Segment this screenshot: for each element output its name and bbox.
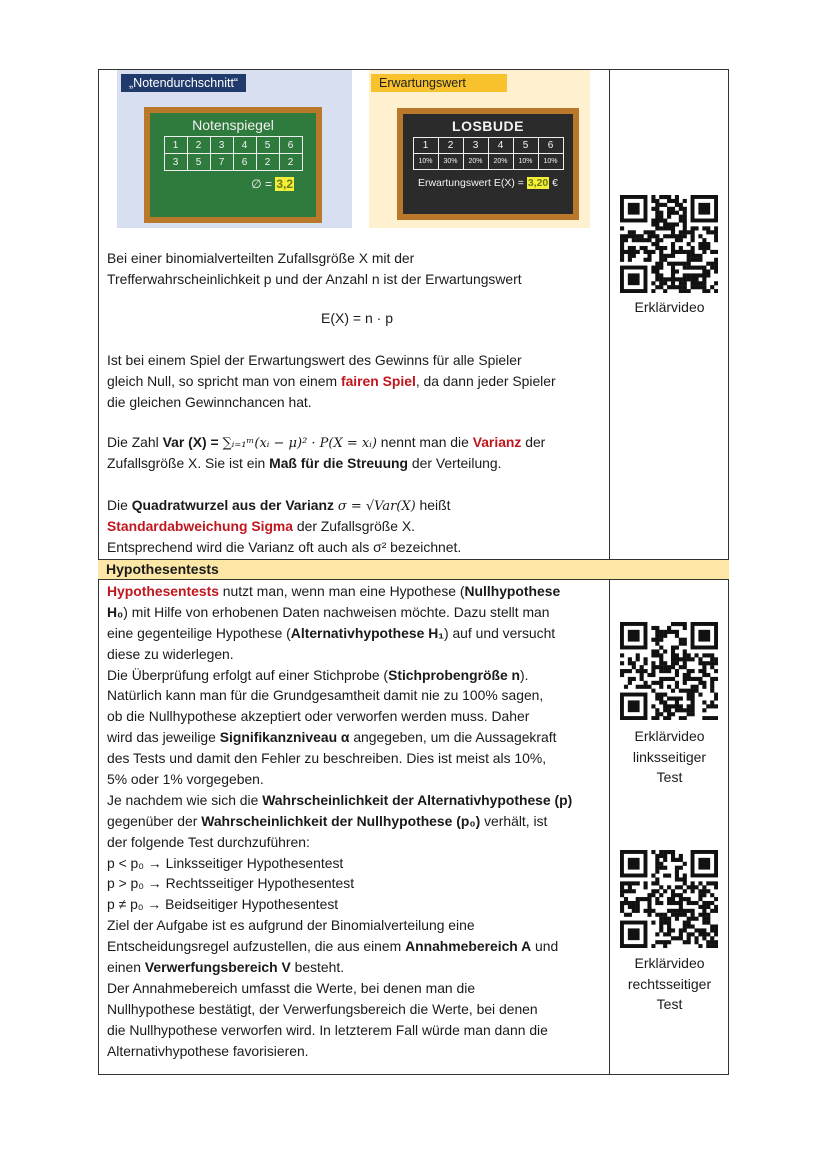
text-line bbox=[107, 978, 572, 999]
text-line bbox=[107, 832, 572, 853]
text-line bbox=[107, 936, 572, 957]
table-cell: 3 bbox=[164, 154, 187, 171]
text-segment: p > p₀ → Rechtsseitiger Hypothesentest bbox=[107, 875, 355, 892]
table-cell: 6 bbox=[233, 154, 256, 171]
table-cell: 4 bbox=[488, 138, 513, 154]
text-segment: des Tests und damit den Fehler zu beschreiben. Dies ist meist als 10%, bbox=[107, 750, 547, 767]
text-segment: Trefferwahrscheinlichkeit p und der Anzahl n ist der Erwartungswert bbox=[107, 271, 522, 287]
board-title: LOSBUDE bbox=[452, 118, 524, 134]
bold-term: Wahrscheinlichkeit der Nullhypothese (p₀) bbox=[201, 812, 481, 829]
text-segment: p < p₀ → Linksseitiger Hypothesentest bbox=[107, 854, 344, 871]
text-segment: der folgende Test durchzuführen: bbox=[107, 833, 310, 850]
paragraph-hypothesis-tests bbox=[107, 581, 572, 1061]
text-line bbox=[107, 748, 572, 769]
caption-line: Erklärvideo bbox=[634, 955, 705, 971]
text-segment: heißt bbox=[415, 497, 451, 513]
text-segment: ob die Nullhypothese akzeptiert oder verworfen werden muss. Daher bbox=[107, 708, 530, 725]
formula-expected-value: E(X) = n · p bbox=[321, 310, 393, 326]
text-segment: besteht. bbox=[290, 959, 345, 976]
text-line bbox=[107, 790, 572, 811]
text-segment: und bbox=[531, 938, 559, 955]
expected-value-result bbox=[403, 177, 573, 189]
text-line bbox=[107, 873, 572, 894]
table-cell: 3 bbox=[463, 138, 488, 154]
table-cell: 2 bbox=[256, 154, 279, 171]
highlight-term: fairen Spiel bbox=[340, 373, 416, 389]
text-segment: Entscheidungsregel aufzustellen, die aus einem bbox=[107, 938, 406, 955]
text-line bbox=[107, 811, 572, 832]
text-line bbox=[107, 915, 572, 936]
losbude-table bbox=[413, 137, 564, 170]
table-cell: 20% bbox=[463, 154, 488, 170]
bold-term: Quadratwurzel aus der Varianz bbox=[131, 497, 338, 513]
text-segment: Die Zahl bbox=[107, 434, 163, 450]
text-segment: nutzt man, wenn man eine Hypothese ( bbox=[218, 583, 465, 599]
text-segment: einen bbox=[107, 959, 145, 976]
caption-line: rechtsseitiger bbox=[627, 975, 712, 992]
text-segment: der Verteilung. bbox=[408, 455, 502, 471]
table-cell: 2 bbox=[187, 137, 210, 154]
caption-line: Test bbox=[656, 769, 683, 785]
text-segment: ) auf und versucht bbox=[443, 624, 556, 641]
caption-line: Test bbox=[656, 996, 683, 1012]
text-segment: Ziel der Aufgabe ist es aufgrund der Binomialverteilung eine bbox=[107, 917, 475, 934]
average-symbol: ∅ = bbox=[251, 177, 272, 191]
erwartungswert-tag: Erwartungswert bbox=[371, 74, 507, 92]
table-cell: 10% bbox=[413, 154, 438, 170]
erwartungswert-image bbox=[369, 70, 590, 228]
table-cell: 10% bbox=[513, 154, 538, 170]
text-segment: Ist bei einem Spiel der Erwartungswert des Gewinns für alle Spieler bbox=[107, 352, 522, 368]
text-line bbox=[107, 853, 572, 874]
text-segment: der bbox=[521, 434, 546, 450]
grade-table bbox=[164, 136, 303, 171]
table-cell: 20% bbox=[488, 154, 513, 170]
text-line bbox=[107, 453, 545, 474]
qr-caption-video1 bbox=[610, 297, 729, 318]
text-segment: Der Annahmebereich umfasst die Werte, bei denen man die bbox=[107, 979, 476, 996]
table-cell: 4 bbox=[233, 137, 256, 154]
text-segment: , da dann jeder Spieler bbox=[415, 373, 556, 389]
text-line bbox=[107, 269, 522, 290]
text-segment: nennt man die bbox=[376, 434, 473, 450]
bold-term: Alternativhypothese H₁ bbox=[290, 624, 444, 641]
table-cell: 6 bbox=[538, 138, 563, 154]
qr-code-icon[interactable] bbox=[620, 622, 718, 720]
paragraph-binomial bbox=[107, 248, 522, 290]
result-value: 3,20 bbox=[527, 177, 549, 189]
qr-caption-video2 bbox=[610, 726, 729, 788]
text-segment: eine gegenteilige Hypothese ( bbox=[107, 624, 291, 641]
text-line bbox=[107, 516, 461, 537]
bold-term: H₀ bbox=[107, 603, 124, 620]
text-segment: ). bbox=[520, 666, 529, 683]
table-cell: 6 bbox=[279, 137, 302, 154]
text-segment: Je nachdem wie sich die bbox=[107, 791, 263, 808]
highlight-term: Standardabweichung Sigma bbox=[107, 518, 294, 534]
result-label: Erwartungswert E(X) = bbox=[417, 177, 524, 189]
average-result bbox=[150, 177, 316, 191]
text-segment: Die bbox=[107, 497, 132, 513]
text-line bbox=[107, 602, 572, 623]
table-cell: 5 bbox=[187, 154, 210, 171]
math-formula: σ = √Var(X) bbox=[337, 499, 416, 514]
text-segment: Bei einer binomialverteilten Zufallsgröße X mit der bbox=[107, 250, 415, 266]
text-segment: Zufallsgröße X. Sie ist ein bbox=[107, 455, 270, 471]
text-line bbox=[107, 432, 545, 453]
text-segment: der Zufallsgröße X. bbox=[293, 518, 415, 534]
text-segment: diese zu widerlegen. bbox=[107, 645, 234, 662]
bold-term: Annahmebereich A bbox=[405, 938, 532, 955]
highlight-term: Hypothesentests bbox=[107, 583, 219, 599]
text-line bbox=[107, 706, 572, 727]
table-cell: 7 bbox=[210, 154, 233, 171]
text-segment: Die Überprüfung erfolgt auf einer Stichprobe ( bbox=[107, 666, 389, 683]
currency: € bbox=[552, 177, 559, 189]
text-line bbox=[107, 644, 572, 665]
text-line bbox=[107, 392, 556, 413]
bold-term: Verwerfungsbereich V bbox=[144, 959, 291, 976]
bold-term: Stichprobengröße n bbox=[388, 666, 521, 683]
notendurchschnitt-image bbox=[117, 70, 352, 228]
text-line bbox=[107, 537, 461, 558]
text-segment: Nullhypothese bestätigt, der Verwerfungsbereich die Werte, bei denen bbox=[107, 1000, 538, 1017]
text-line bbox=[107, 581, 572, 602]
text-line bbox=[107, 371, 556, 392]
text-line bbox=[107, 894, 572, 915]
text-line bbox=[107, 665, 572, 686]
table-cell: 2 bbox=[279, 154, 302, 171]
math-formula: ∑ᵢ₌₁ᵐ(xᵢ − μ)² · P(X = xᵢ) bbox=[222, 436, 377, 451]
text-segment: gleich Null, so spricht man von einem bbox=[107, 373, 341, 389]
paragraph-std-deviation bbox=[107, 495, 461, 558]
bold-term: Wahrscheinlichkeit der Alternativhypothese (p) bbox=[262, 791, 573, 808]
table-cell: 2 bbox=[438, 138, 463, 154]
caption-line: Erklärvideo bbox=[634, 299, 705, 315]
qr-code-icon[interactable] bbox=[620, 195, 718, 293]
text-segment: die Nullhypothese verworfen wird. In letzterem Fall würde man dann die bbox=[107, 1021, 548, 1038]
qr-code-icon[interactable] bbox=[620, 850, 718, 948]
highlight-term: Varianz bbox=[472, 434, 522, 450]
bold-term: Var (X) = bbox=[162, 434, 223, 450]
text-line bbox=[107, 999, 572, 1020]
text-segment: gegenüber der bbox=[107, 812, 202, 829]
average-value: 3,2 bbox=[276, 177, 293, 191]
qr-caption-video3 bbox=[610, 953, 729, 1015]
table-cell: 5 bbox=[256, 137, 279, 154]
table-cell: 1 bbox=[413, 138, 438, 154]
bold-term: Nullhypothese bbox=[464, 583, 561, 599]
table-cell: 5 bbox=[513, 138, 538, 154]
text-segment: verhält, ist bbox=[480, 812, 548, 829]
text-segment: wird das jeweilige bbox=[107, 729, 220, 746]
text-line bbox=[107, 350, 556, 371]
caption-line: Erklärvideo bbox=[634, 728, 705, 744]
text-segment: die gleichen Gewinnchancen hat. bbox=[107, 394, 312, 410]
table-cell: 1 bbox=[164, 137, 187, 154]
text-line bbox=[107, 495, 461, 516]
text-segment: Entsprechend wird die Varianz oft auch als σ² bezeichnet. bbox=[107, 539, 462, 555]
text-line bbox=[107, 685, 572, 706]
text-line bbox=[107, 1041, 572, 1062]
text-line bbox=[107, 769, 572, 790]
text-segment: 5% oder 1% vorgegeben. bbox=[107, 771, 264, 788]
green-chalkboard bbox=[144, 107, 322, 223]
black-chalkboard bbox=[397, 108, 579, 220]
bold-term: Signifikanzniveau α bbox=[219, 729, 350, 746]
text-segment: Natürlich kann man für die Grundgesamtheit damit nie zu 100% sagen, bbox=[107, 687, 544, 704]
table-cell: 30% bbox=[438, 154, 463, 170]
text-segment: p ≠ p₀ → Beidseitiger Hypothesentest bbox=[107, 896, 339, 913]
text-line bbox=[107, 727, 572, 748]
section-header-row bbox=[98, 559, 729, 580]
text-segment: ) mit Hilfe von erhobenen Daten nachweisen möchte. Dazu stellt man bbox=[123, 603, 550, 620]
table-cell: 10% bbox=[538, 154, 563, 170]
board-title: Notenspiegel bbox=[192, 117, 274, 133]
section-header: Hypothesentests bbox=[106, 561, 219, 577]
text-segment: angegeben, um die Aussagekraft bbox=[349, 729, 557, 746]
text-line bbox=[107, 623, 572, 644]
paragraph-variance bbox=[107, 432, 545, 474]
table-cell: 3 bbox=[210, 137, 233, 154]
text-line bbox=[107, 957, 572, 978]
text-segment: Alternativhypothese favorisieren. bbox=[107, 1042, 309, 1059]
bold-term: Maß für die Streuung bbox=[269, 455, 409, 471]
paragraph-fair-game bbox=[107, 350, 556, 413]
text-line bbox=[107, 1020, 572, 1041]
notendurchschnitt-tag: „Notendurchschnitt“ bbox=[121, 74, 246, 92]
caption-line: linksseitiger bbox=[632, 748, 707, 765]
text-line bbox=[107, 248, 522, 269]
